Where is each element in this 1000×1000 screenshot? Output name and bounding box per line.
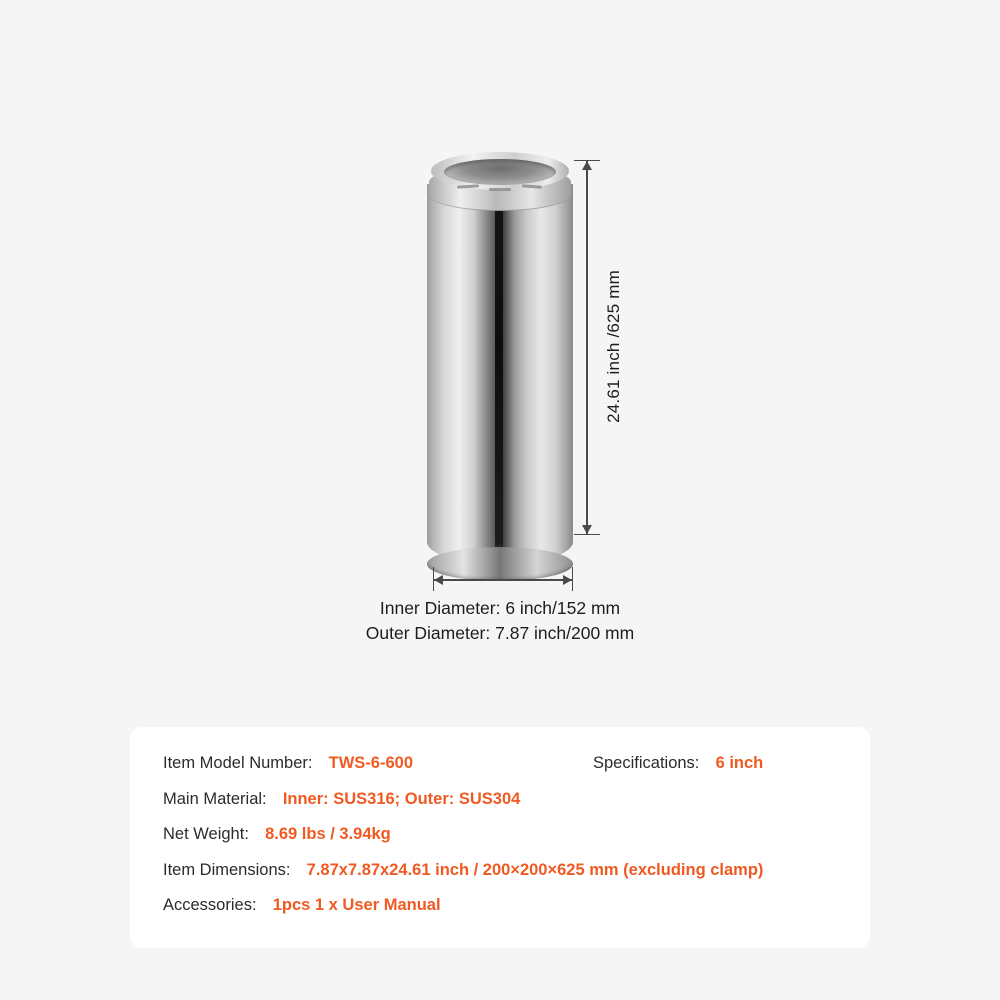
arrow-up-icon [582, 161, 592, 170]
spec-label: Item Model Number: [163, 754, 313, 772]
pipe-notch [489, 188, 511, 191]
spec-label: Item Dimensions: [163, 860, 291, 879]
spec-value: 6 inch [715, 754, 764, 772]
spec-model-number [163, 755, 593, 772]
spec-label: Net Weight: [163, 825, 249, 843]
spec-value: 8.69 lbs / 3.94kg [265, 825, 391, 843]
spec-value: TWS-6-600 [328, 754, 414, 772]
spec-value: 1pcs 1 x User Manual [272, 896, 441, 914]
spec-row-main-material [163, 791, 870, 808]
spec-value: Inner: SUS316; Outer: SUS304 [282, 789, 521, 808]
spec-row-item-dimensions [163, 862, 870, 879]
inner-diameter-label: Inner Diameter: 6 inch/152 mm [379, 598, 621, 618]
height-dimension-tick-bottom [574, 534, 600, 535]
height-dimension-label: 24.61 inch /625 mm [604, 270, 623, 423]
chimney-pipe-image [427, 152, 573, 564]
pipe-seam [495, 204, 503, 556]
arrow-left-icon [434, 575, 443, 585]
spec-label: Accessories: [163, 896, 257, 914]
arrow-down-icon [582, 525, 592, 534]
spec-row-model-number [163, 755, 870, 772]
height-dimension-line [586, 160, 588, 534]
spec-row-accessories [163, 897, 870, 914]
specifications-card [130, 727, 870, 948]
outer-diameter-label: Outer Diameter: 7.87 inch/200 mm [365, 623, 635, 643]
pipe-bottom-rim [427, 547, 573, 581]
spec-label: Main Material: [163, 789, 267, 808]
spec-label: Specifications: [593, 754, 700, 772]
specifications-list [130, 727, 870, 914]
width-dimension-line [433, 579, 573, 581]
pipe-inner-bore [444, 159, 556, 185]
spec-row-net-weight [163, 826, 870, 843]
spec-value: 7.87x7.87x24.61 inch / 200×200×625 mm (excluding clamp) [306, 860, 764, 879]
arrow-right-icon [563, 575, 572, 585]
spec-specifications [593, 755, 763, 772]
